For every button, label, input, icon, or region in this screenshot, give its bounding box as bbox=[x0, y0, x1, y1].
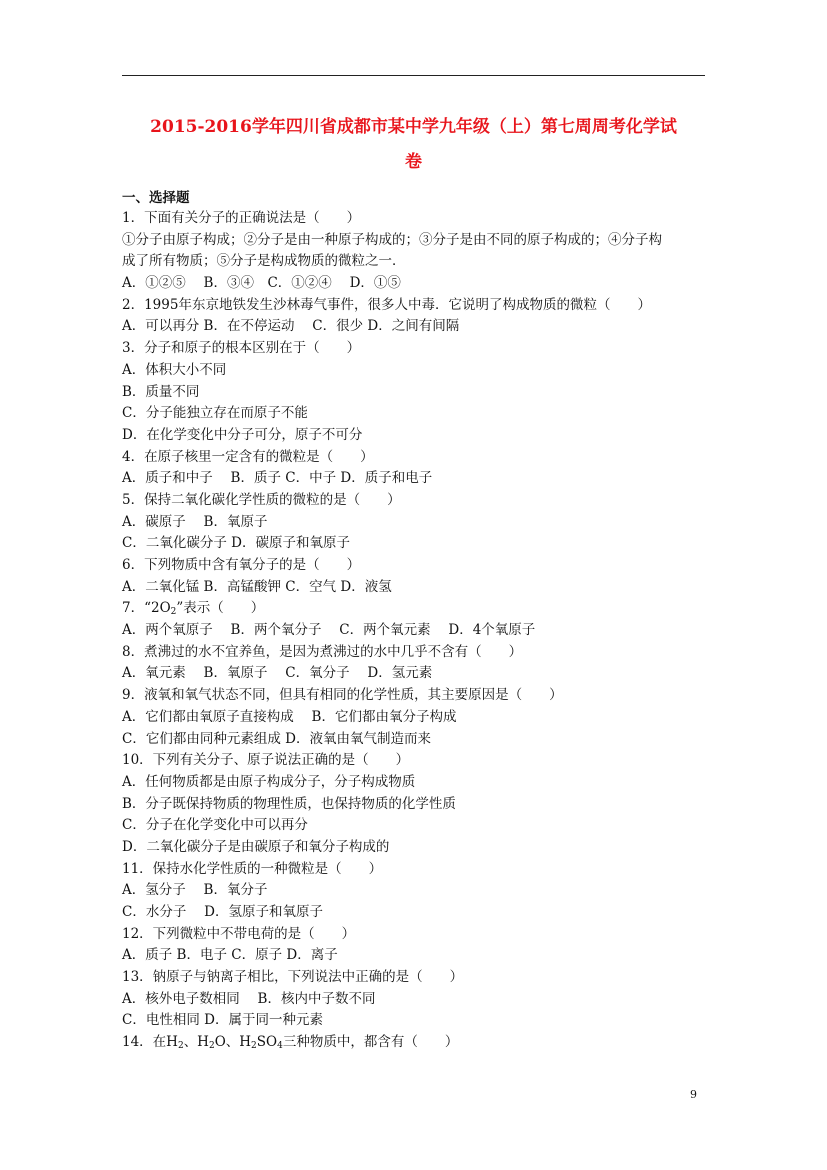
question-6-options: A．二氧化锰 B．高锰酸钾 C．空气 D．液氢 bbox=[122, 578, 392, 595]
question-13-options-cd: C．电性相同 D．属于同一种元素 bbox=[122, 1012, 323, 1029]
question-7-number: 7．“ bbox=[122, 600, 151, 617]
question-13-stem: 13．钠原子与钠离子相比，下列说法中正确的是（ ） bbox=[122, 969, 464, 986]
question-11-options-cd: C．水分子 D．氢原子和氧原子 bbox=[122, 904, 323, 920]
question-7-rest: ”表示（ ） bbox=[176, 600, 265, 617]
page-title-line-2: 卷 bbox=[405, 152, 422, 172]
question-12-stem: 12．下列微粒中不带电荷的是（ ） bbox=[122, 925, 356, 942]
question-12-options: A．质子 B．电子 C．原子 D．离子 bbox=[122, 947, 338, 964]
question-3-stem: 3．分子和原子的根本区别在于（ ） bbox=[122, 340, 361, 357]
question-9-stem: 9．液氧和氧气状态不同，但具有相同的化学性质，其主要原因是（ ） bbox=[122, 687, 563, 704]
question-14-mid-3: SO bbox=[256, 1034, 278, 1051]
question-10-option-a: A．任何物质都是由原子构成分子，分子构成物质 bbox=[122, 773, 416, 790]
question-14-prefix: 14．在H bbox=[122, 1034, 178, 1051]
question-14-mid-2: O、H bbox=[214, 1034, 252, 1051]
question-13-options-ab: A．核外电子数相同 B．核内中子数不同 bbox=[122, 990, 376, 1007]
question-9-options-cd: C．它们都由同种元素组成 D．液氧由氧气制造而来 bbox=[122, 730, 431, 747]
question-3-option-a: A．体积大小不同 bbox=[122, 361, 227, 378]
question-14-suffix: 三种物质中，都含有（ ） bbox=[282, 1034, 459, 1051]
question-8-stem: 8．煮沸过的水不宜养鱼，是因为煮沸过的水中几乎不含有（ ） bbox=[122, 643, 523, 660]
question-5-options-ab: A．碳原子 B．氧原子 bbox=[122, 513, 268, 530]
section-heading: 一、选择题 bbox=[122, 190, 190, 206]
question-1-statement: ①分子由原子构成；②分子是由一种原子构成的；③分子是由不同的原子构成的；④分子构 bbox=[122, 231, 662, 248]
question-3-option-c: C．分子能独立存在而原子不能 bbox=[122, 405, 308, 422]
question-3-option-b: B．质量不同 bbox=[122, 383, 200, 400]
top-rule bbox=[122, 75, 705, 76]
question-1-stem: 1．下面有关分子的正确说法是（ ） bbox=[122, 210, 361, 226]
question-7-stem bbox=[122, 598, 712, 620]
question-7-symbol: 2O bbox=[151, 600, 171, 617]
question-10-option-b: B．分子既保持物质的物理性质，也保持物质的化学性质 bbox=[122, 795, 456, 812]
question-2-options: A．可以再分 B．在不停运动 C．很少 D．之间有间隔 bbox=[122, 318, 460, 335]
question-4-stem: 4．在原子核里一定含有的微粒是（ ） bbox=[122, 448, 374, 465]
question-14-mid-1: 、H bbox=[183, 1034, 209, 1051]
question-list bbox=[122, 208, 712, 1054]
question-6-stem: 6．下列物质中含有氧分子的是（ ） bbox=[122, 557, 361, 573]
question-11-stem: 11．保持水化学性质的一种微粒是（ ） bbox=[122, 860, 383, 877]
question-1-options: A．①②⑤ B．③④ C．①②④ D．①⑤ bbox=[122, 275, 401, 292]
question-10-option-c: C．分子在化学变化中可以再分 bbox=[122, 817, 308, 834]
question-3-option-d: D．在化学变化中分子可分，原子不可分 bbox=[122, 426, 363, 443]
question-1-statement-cont: 成了所有物质；⑤分子是构成物质的微粒之一． bbox=[122, 253, 406, 270]
question-7-subscript: 2 bbox=[170, 607, 177, 618]
question-11-options-ab: A．氢分子 B．氧分子 bbox=[122, 882, 268, 899]
page-number: 9 bbox=[690, 1088, 697, 1101]
page-title-line-1: 2015-2016学年四川省成都市某中学九年级（上）第七周周考化学试 bbox=[150, 117, 677, 137]
question-4-options: A．质子和中子 B．质子 C．中子 D．质子和电子 bbox=[122, 470, 433, 487]
question-14-sub-1: 2 bbox=[177, 1041, 184, 1052]
question-10-stem: 10．下列有关分子、原子说法正确的是（ ） bbox=[122, 752, 410, 769]
question-14-sub-4: 4 bbox=[277, 1041, 283, 1052]
question-9-options-ab: A．它们都由氧原子直接构成 B．它们都由氧分子构成 bbox=[122, 708, 457, 725]
question-2-stem: 2．1995年东京地铁发生沙林毒气事件，很多人中毒．它说明了构成物质的微粒（ ） bbox=[122, 296, 651, 313]
question-10-option-d: D．二氧化碳分子是由碳原子和氧分子构成的 bbox=[122, 838, 390, 855]
question-5-stem: 5．保持二氧化碳化学性质的微粒的是（ ） bbox=[122, 491, 401, 508]
question-14-sub-3: 2 bbox=[251, 1041, 257, 1052]
question-14-stem bbox=[122, 1032, 712, 1054]
question-7-options: A．两个氧原子 B．两个氧分子 C．两个氧元素 D．4个氧原子 bbox=[122, 622, 536, 639]
question-5-options-cd: C．二氧化碳分子 D．碳原子和氧原子 bbox=[122, 535, 350, 552]
question-14-sub-2: 2 bbox=[208, 1041, 215, 1052]
question-8-options: A．氧元素 B．氧原子 C．氧分子 D．氢元素 bbox=[122, 665, 433, 682]
